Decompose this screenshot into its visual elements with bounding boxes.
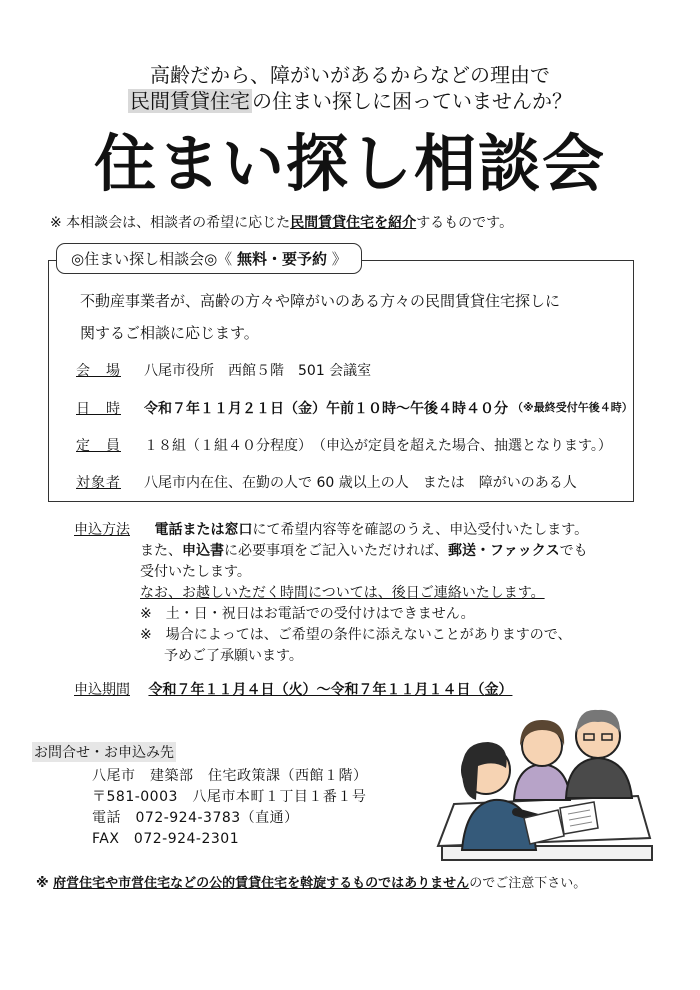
apply-line-3: 受付いたします。 <box>140 564 251 580</box>
apply-l2-b: 申込書 <box>182 543 224 559</box>
venue-value: 八尾市役所 西館５階 501 会議室 <box>144 363 372 379</box>
apply-note-1: ※ 土・日・祝日はお電話での受付けはできません。 <box>140 606 475 622</box>
capacity-value: １８組（１組４０分程度） （申込が定員を超えた場合、抽選となります。） <box>144 438 612 454</box>
apply-note-2: ※ 場合によっては、ご希望の条件に添えないことがありますので、 <box>140 627 572 643</box>
box-label-emphasis: 無料・要予約 <box>236 250 327 268</box>
apply-l2-a: また、 <box>140 543 182 559</box>
contact-address: 〒581-0003 八尾市本町１丁目１番１号 <box>92 789 367 805</box>
contact-title: お問合せ・お申込み先 <box>32 742 176 762</box>
date-note: （※最終受付午後４時） <box>512 401 633 414</box>
apply-l2-d: 郵送・ファックス <box>448 543 560 559</box>
box-label-prefix: ◎住まい探し相談会◎《 <box>71 250 233 268</box>
footer-suffix: のでご注意下さい。 <box>469 876 587 891</box>
date-row <box>76 398 633 418</box>
apply-note-3: 予めご了承願います。 <box>164 648 303 664</box>
date-label: 日 時 <box>76 401 121 417</box>
box-label-suffix: 》 <box>331 250 347 268</box>
footer-emphasis: 府営住宅や市営住宅などの公的賃貸住宅を斡旋するものではありません <box>53 876 470 891</box>
target-label: 対象者 <box>76 475 121 491</box>
contact-fax: FAX 072-924-2301 <box>92 831 240 847</box>
venue-row <box>76 360 371 380</box>
target-value: 八尾市内在住、在勤の人で 60 歳以上の人 または 障がいのある人 <box>144 475 577 491</box>
box-desc-2: 関するご相談に応じます。 <box>80 324 259 342</box>
contact-dept: 八尾市 建築部 住宅政策課（西館１階） <box>92 768 368 784</box>
intro-line-1: 高齢だから、障がいがあるからなどの理由で <box>150 63 550 87</box>
footer-prefix: ※ <box>36 876 54 891</box>
capacity-row <box>76 435 612 455</box>
footer-note <box>36 872 586 891</box>
venue-label: 会 場 <box>76 363 121 379</box>
intro-line-2-rest: の住まい探しに困っていませんか？ <box>252 89 572 113</box>
apply-line-2 <box>140 541 588 562</box>
apply-line-4: なお、お越しいただく時間については、後日ご連絡いたします。 <box>140 585 545 601</box>
intro-highlight: 民間賃貸住宅 <box>130 89 250 113</box>
page-title: 住まい探し相談会 <box>93 127 606 200</box>
period-row <box>74 680 512 701</box>
intro-line-2 <box>0 88 700 114</box>
target-row <box>76 472 577 492</box>
apply-l1-rest: にて希望内容等を確認のうえ、申込受付いたします。 <box>252 522 589 538</box>
top-note-prefix: ※ 本相談会は、相談者の希望に応じた <box>50 215 291 231</box>
consultation-illustration <box>432 700 668 866</box>
top-note-emphasis: 民間賃貸住宅を紹介 <box>290 215 417 231</box>
apply-label: 申込方法 <box>74 522 130 538</box>
top-note-suffix: するものです。 <box>416 215 514 231</box>
top-note <box>50 212 513 232</box>
capacity-label: 定 員 <box>76 438 121 454</box>
box-desc-1: 不動産事業者が、高齢の方々や障がいのある方々の民間賃貸住宅探しに <box>80 292 561 310</box>
apply-line-1 <box>74 520 588 541</box>
period-label: 申込期間 <box>74 682 130 698</box>
apply-l1-bold: 電話または窓口 <box>154 522 253 538</box>
contact-tel: 電話 072-924-3783（直通） <box>92 810 299 826</box>
period-value: 令和７年１１月４日（火）～令和７年１１月１４日（金） <box>148 682 513 698</box>
date-value: 令和７年１１月２１日（金）午前１０時～午後４時４０分 <box>144 401 508 417</box>
apply-l2-e: でも <box>559 543 588 559</box>
info-box-label <box>56 243 362 274</box>
apply-l2-c: に必要事項をご記入いただければ、 <box>224 543 448 559</box>
